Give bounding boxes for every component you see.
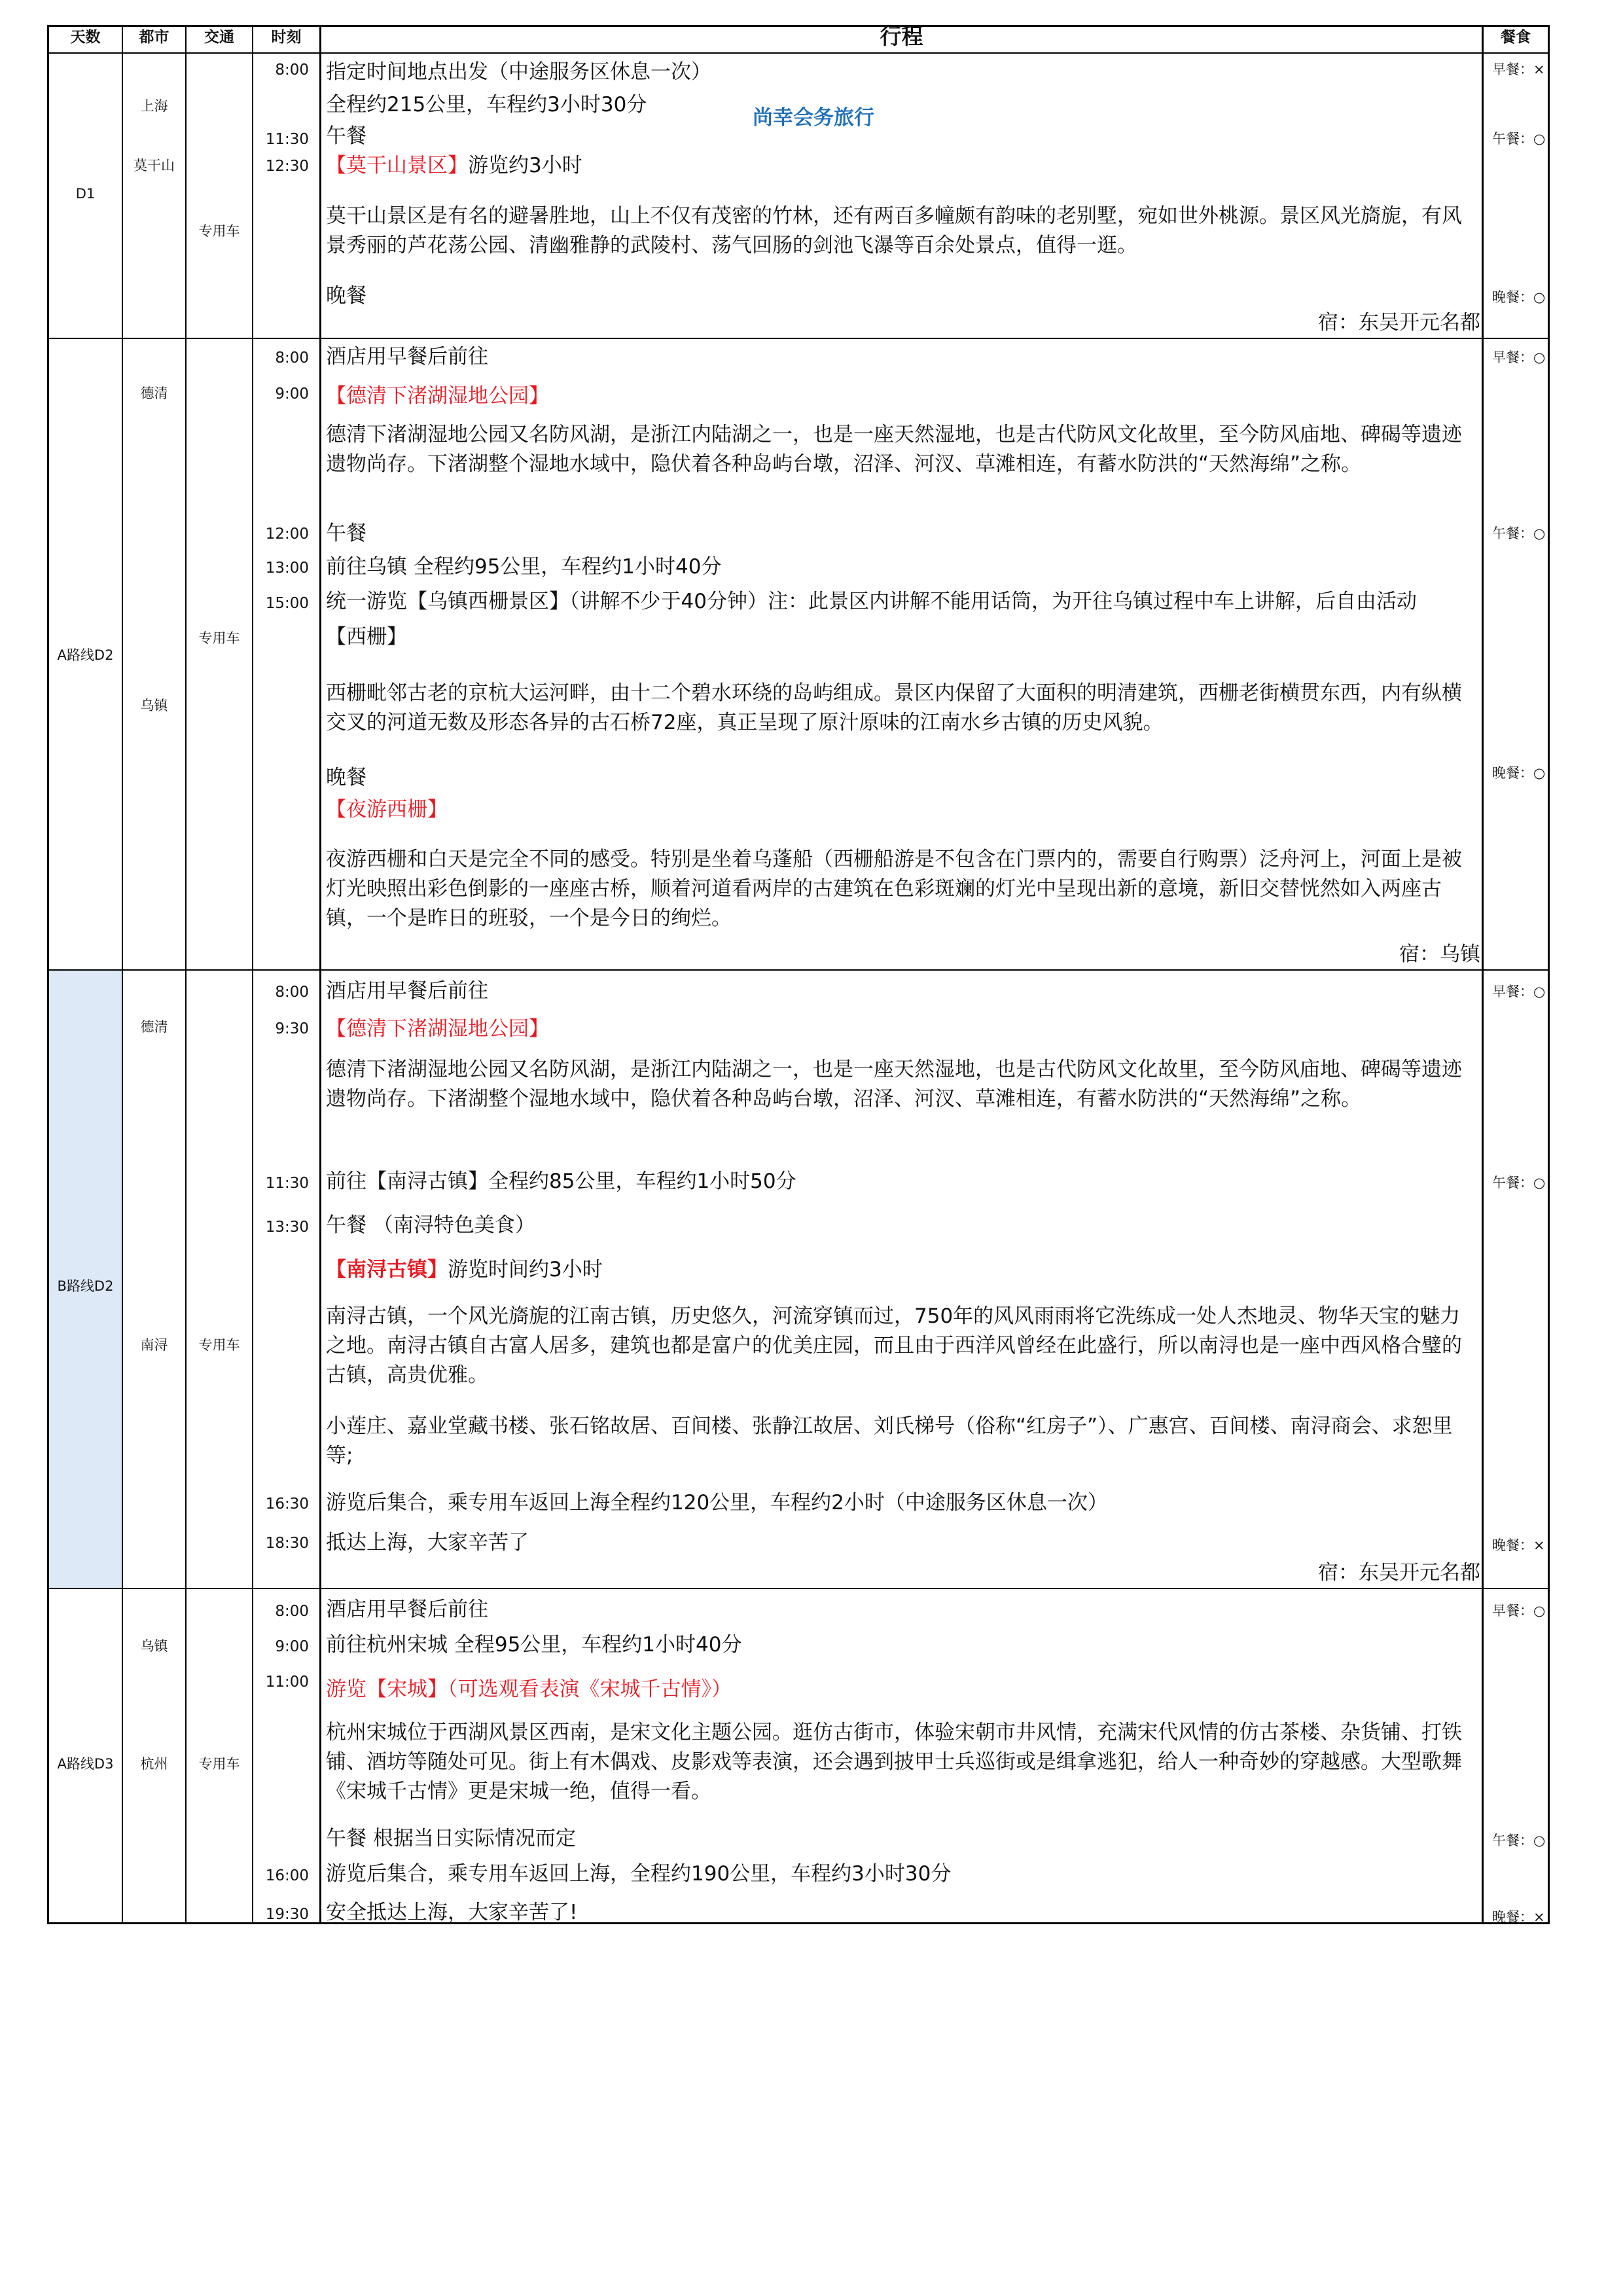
b2-city-1: 德清	[140, 1019, 168, 1035]
row-divider-b2	[47, 1588, 1550, 1589]
b2-spot-2-duration: 游览时间约3小时	[448, 1258, 603, 1282]
b2-line-1: 酒店用早餐后前往	[326, 979, 488, 1003]
d1-time-3: 12:30	[265, 158, 309, 175]
b2-time-1: 8:00	[275, 984, 309, 1001]
a2-description-2: 西栅毗邻古老的京杭大运河畔，由十二个碧水环绕的岛屿组成。景区内保留了大面积的明清建筑，西栅老街横贯东西，内有纵横交叉的河道无数及形态各异的古石桥72座，真正呈现了原汁原味的江南水乡古镇的历史风貌。	[326, 681, 1462, 734]
col-divider-time	[319, 25, 321, 1924]
b2-time-2: 9:30	[275, 1020, 309, 1037]
a3-time-2: 9:00	[275, 1638, 309, 1655]
a3-line-2: 前往杭州宋城 全程95公里，车程约1小时40分	[326, 1633, 742, 1657]
d1-spot-name: 【莫干山景区】	[326, 154, 468, 177]
a2-spot-2: 【夜游西栅】	[326, 798, 448, 821]
row-divider-d1	[47, 338, 1550, 339]
a3-description: 杭州宋城位于西湖风景区西南，是宋文化主题公园。逛仿古街市，体验宋朝市井风情，充满宋代风情的仿古茶楼、杂货铺、打铁铺、酒坊等随处可见。街上有木偶戏、皮影戏等表演，还会遇到披甲士兵巡街或是缉拿逃犯，给人一种奇妙的穿越感。大型歌舞《宋城千古情》更是宋城一绝，值得一看。	[326, 1721, 1462, 1803]
a2-city-2: 乌镇	[140, 698, 168, 713]
header-transport: 交通	[204, 29, 234, 46]
d1-line-1: 指定时间地点出发（中途服务区休息一次）	[326, 60, 711, 84]
b2-line-2: 前往【南浔古镇】全程约85公里，车程约1小时50分	[326, 1170, 796, 1193]
a2-stay: 宿：乌镇	[1399, 942, 1480, 966]
a2-line-4: 【西栅】	[326, 625, 407, 649]
d1-city-1: 上海	[140, 98, 168, 114]
header-city: 都市	[139, 29, 169, 46]
d1-stay: 宿：东吴开元名都	[1318, 311, 1480, 334]
a2-lunch-meal: 午餐：○	[1492, 526, 1546, 541]
a3-line-5: 安全抵达上海，大家辛苦了!	[326, 1901, 578, 1924]
a2-line-1: 酒店用早餐后前往	[326, 345, 488, 368]
b2-line-3: 游览后集合，乘专用车返回上海全程约120公里，车程约2小时（中途服务区休息一次）	[326, 1491, 1108, 1515]
header-meals: 餐食	[1501, 29, 1531, 46]
d1-transport: 专用车	[198, 223, 240, 239]
b2-stay: 宿：东吴开元名都	[1318, 1561, 1480, 1585]
b2-description-3: 小莲庄、嘉业堂藏书楼、张石铭故居、百间楼、张静江故居、刘氏梯号（俗称“红房子”）、广惠宫、百间楼、南浔商会、求恕里等;	[326, 1414, 1453, 1467]
d1-time-2: 11:30	[265, 131, 309, 148]
d1-spot-duration: 游览约3小时	[468, 154, 582, 177]
a2-description-1: 德清下渚湖湿地公园又名防风湖，是浙江内陆湖之一，也是一座天然湿地，也是古代防风文化故里，至今防风庙地、碑碣等遗迹遗物尚存。下渚湖整个湿地水域中，隐伏着各种岛屿台墩，沼泽、河汊、草滩相连，有蓄水防洪的“天然海绵”之称。	[326, 423, 1462, 476]
d1-line-2: 全程约215公里，车程约3小时30分	[326, 93, 647, 117]
a2-time-5: 15:00	[265, 595, 309, 612]
b2-description-2: 南浔古镇，一个风光旖旎的江南古镇，历史悠久，河流穿镇而过，750年的风风雨雨将它洗练成一处人杰地灵、物华天宝的魅力之地。南浔古镇自古富人居多，建筑也都是富户的优美庄园，而且由于西洋风曾经在此盛行，所以南浔也是一座中西风格合璧的古镇，高贵优雅。	[326, 1304, 1462, 1387]
a2-time-2: 9:00	[275, 386, 309, 403]
b2-time-6: 18:30	[265, 1535, 309, 1552]
b2-time-5: 16:30	[265, 1496, 309, 1513]
col-divider-city	[185, 25, 187, 1924]
agency-watermark: 尚幸会务旅行	[753, 106, 874, 130]
col-divider-itinerary	[1482, 25, 1484, 1924]
a3-transport: 专用车	[198, 1756, 240, 1772]
header-itinerary: 行程	[880, 24, 923, 49]
a2-dinner-meal: 晚餐：○	[1492, 765, 1546, 781]
b2-time-4: 13:30	[265, 1219, 309, 1236]
b2-dinner-meal: 晚餐：×	[1492, 1537, 1545, 1553]
b2-breakfast: 早餐：○	[1492, 984, 1546, 999]
a3-breakfast: 早餐：○	[1492, 1603, 1546, 1619]
a3-dinner-meal: 晚餐：×	[1492, 1909, 1545, 1925]
a2-description-3: 夜游西栅和白天是完全不同的感受。特别是坐着乌蓬船（西栅船游是不包含在门票内的，需要自行购票）泛舟河上，河面上是被灯光映照出彩色倒影的一座座古桥，顺着河道看两岸的古建筑在色彩斑斓的灯光中呈现出新的意境，新旧交替恍然如入两座古镇，一个是昨日的班驳，一个是今日的绚烂。	[326, 848, 1462, 930]
d1-day: D1	[75, 186, 96, 202]
a3-lunch-meal: 午餐：○	[1492, 1833, 1546, 1848]
a3-lunch: 午餐 根据当日实际情况而定	[326, 1827, 576, 1850]
b2-time-3: 11:30	[265, 1175, 309, 1192]
b2-lunch-meal: 午餐：○	[1492, 1175, 1546, 1191]
a2-city-1: 德清	[140, 386, 168, 401]
a2-time-1: 8:00	[275, 350, 309, 367]
d1-spot	[326, 154, 582, 178]
a3-time-5: 19:30	[265, 1906, 309, 1923]
table-right-border	[1548, 25, 1550, 1924]
header-bottom-border	[47, 52, 1550, 54]
a2-line-3: 统一游览【乌镇西栅景区】（讲解不少于40分钟）注：此景区内讲解不能用话筒，为开往乌镇过程中车上讲解，后自由活动	[326, 590, 1417, 613]
a2-spot-1: 【德清下渚湖湿地公园】	[326, 384, 549, 408]
a3-line-3: 游览【宋城】（可选观看表演《宋城千古情》）	[326, 1677, 732, 1701]
a2-dinner: 晚餐	[326, 766, 366, 789]
b2-transport: 专用车	[198, 1337, 240, 1353]
b2-description-1: 德清下渚湖湿地公园又名防风湖，是浙江内陆湖之一，也是一座天然湿地，也是古代防风文化故里，至今防风庙地、碑碣等遗迹遗物尚存。下渚湖整个湿地水域中，隐伏着各种岛屿台墩，沼泽、河汊、草滩相连，有蓄水防洪的“天然海绵”之称。	[326, 1058, 1462, 1111]
a2-breakfast: 早餐：○	[1492, 350, 1546, 365]
d1-city-2: 莫干山	[134, 158, 175, 173]
header-time: 时刻	[271, 29, 302, 46]
b2-line-4: 抵达上海，大家辛苦了	[326, 1531, 529, 1554]
b2-city-2: 南浔	[140, 1337, 168, 1353]
d1-lunch-meal: 午餐：○	[1492, 131, 1546, 147]
d1-dinner: 晚餐	[326, 284, 366, 308]
a2-day: A路线D2	[57, 647, 114, 663]
a3-day: A路线D3	[57, 1756, 114, 1772]
d1-time-1: 8:00	[275, 62, 309, 79]
a2-time-3: 12:00	[265, 526, 309, 543]
a2-line-2: 前往乌镇 全程约95公里，车程约1小时40分	[326, 555, 722, 579]
a2-lunch: 午餐	[326, 522, 366, 545]
d1-lunch: 午餐	[326, 124, 366, 148]
b2-spot-2-name: 【南浔古镇】	[326, 1258, 448, 1282]
b2-day: B路线D2	[57, 1278, 114, 1294]
b2-spot-2	[326, 1258, 603, 1282]
a3-line-4: 游览后集合，乘专用车返回上海，全程约190公里，车程约3小时30分	[326, 1862, 952, 1886]
a2-time-4: 13:00	[265, 560, 309, 577]
d1-description: 莫干山景区是有名的避暑胜地，山上不仅有茂密的竹林，还有两百多幢颇有韵味的老别墅，宛如世外桃源。景区风光旖旎，有风景秀丽的芦花荡公园、清幽雅静的武陵村、荡气回肠的剑池飞瀑等百余处景点，值得一逛。	[326, 204, 1462, 257]
a3-city-1: 乌镇	[140, 1638, 168, 1654]
a3-time-3: 11:00	[265, 1674, 309, 1691]
a2-transport: 专用车	[198, 630, 240, 646]
d1-breakfast: 早餐：×	[1492, 62, 1545, 77]
row-divider-a2	[47, 969, 1550, 971]
b2-spot-1: 【德清下渚湖湿地公园】	[326, 1017, 549, 1041]
a3-city-2: 杭州	[140, 1756, 168, 1772]
a3-line-1: 酒店用早餐后前往	[326, 1598, 488, 1621]
b2-lunch: 午餐 （南浔特色美食）	[326, 1213, 535, 1237]
table-left-border	[47, 25, 49, 1924]
header-day: 天数	[70, 29, 101, 46]
d1-dinner-meal: 晚餐：○	[1492, 289, 1546, 305]
a3-time-4: 16:00	[265, 1867, 309, 1884]
a3-time-1: 8:00	[275, 1603, 309, 1620]
